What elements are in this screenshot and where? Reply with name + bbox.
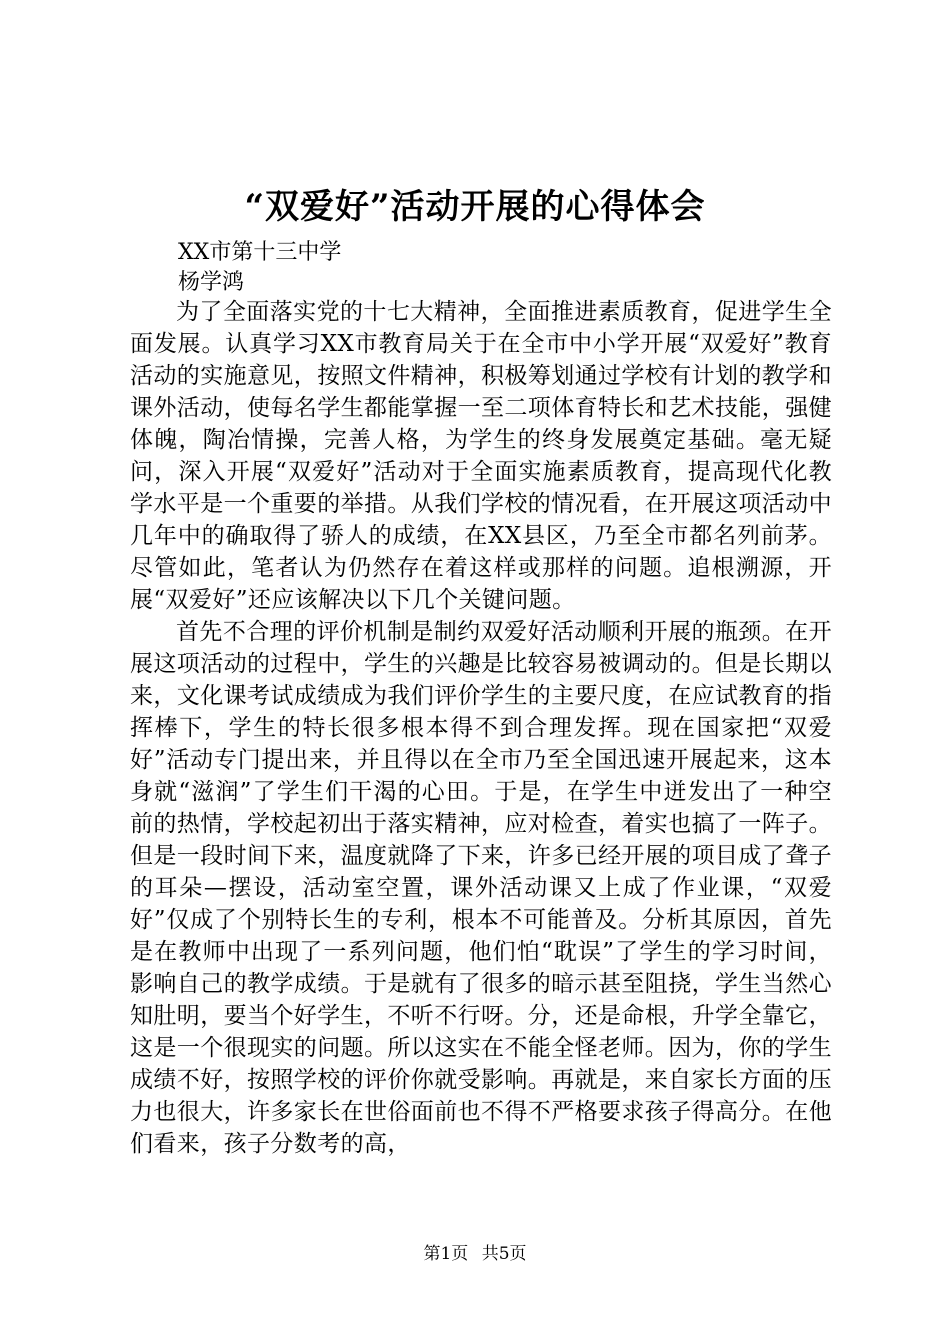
page-number: 第1页 xyxy=(423,1244,469,1264)
paragraph-2: 首先不合理的评价机制是制约双爱好活动顺利开展的瓶颈。在开展这项活动的过程中，学生的兴趣是比较容易被调动的。但是长期以来，文化课考试成绩成为我们评价学生的主要尺度，在应试教育的指挥棒下，学生的特长很多根本得不到合理发挥。现在国家把“双爱好”活动专门提出来，并且得以在全市乃至全国迅速开展起来，这本身就“滋润”了学生们干渴的心田。于是，在学生中迸发出了一种空前的热情，学校起初出于落实精神，应对检查，着实也搞了一阵子。但是一段时间下来，温度就降了下来，许多已经开展的项目成了聋子的耳朵—摆设，活动室空置，课外活动课又上成了作业课，“双爱好”仅成了个别特长生的专利，根本不可能普及。分析其原因，首先是在教师中出现了一系列问题，他们怕“耽误”了学生的学习时间，影响自己的教学成绩。于是就有了很多的暗示甚至阻挠，学生当然心知肚明，要当个好学生，不听不行呀。分，还是命根，升学全靠它，这是一个很现实的问题。所以这实在不能全怪老师。因为，你的学生成绩不好，按照学校的评价你就受影响。再就是，来自家长方面的压力也很大，许多家长在世俗面前也不得不严格要求孩子得高分。在他们看来，孩子分数考的高， xyxy=(130,619,832,1157)
school-name: XX市第十三中学 xyxy=(178,240,342,265)
document-body xyxy=(130,296,832,1160)
author-name: 杨学鸿 xyxy=(178,270,245,295)
page-footer xyxy=(0,1242,950,1266)
paragraph-1: 为了全面落实党的十七大精神，全面推进素质教育，促进学生全面发展。认真学习XX市教育局关于在全市中小学开展“双爱好”教育活动的实施意见，按照文件精神，积极筹划通过学校有计划的教学和课外活动，使每名学生都能掌握一至二项体育特长和艺术技能，强健体魄，陶冶情操，完善人格，为学生的终身发展奠定基础。毫无疑问，深入开展“双爱好”活动对于全面实施素质教育，提高现代化教学水平是一个重要的举措。从我们学校的情况看，在开展这项活动中几年中的确取得了骄人的成绩，在XX县区，乃至全市都名列前茅。尽管如此，笔者认为仍然存在着这样或那样的问题。追根溯源，开展“双爱好”还应该解决以下几个关键问题。 xyxy=(130,299,832,613)
page-total: 共5页 xyxy=(481,1244,527,1264)
document-title: “双爱好”活动开展的心得体会 xyxy=(244,187,706,227)
